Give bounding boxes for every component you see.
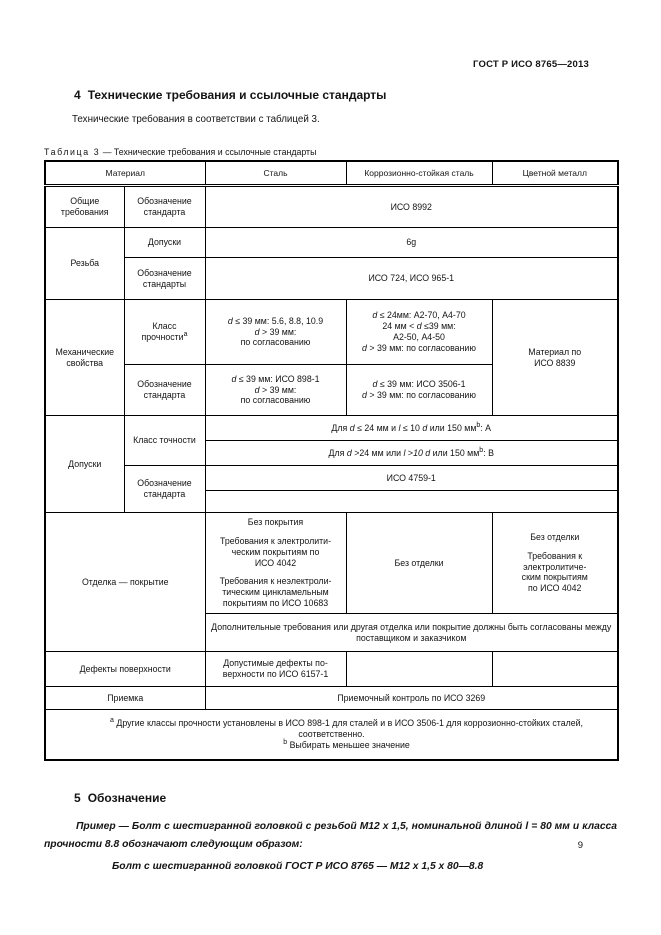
cell-tol-std-empty [205, 491, 618, 513]
table-row [45, 416, 618, 441]
cell-defects-nonferrous-empty [492, 652, 618, 687]
table-footnotes [45, 710, 618, 761]
cell-mech-class-steel: d ≤ 39 мм: 5.6, 8.8, 10.9 d > 39 мм: по согласованию [205, 300, 346, 365]
table-row [45, 186, 618, 228]
finish-nonferrous-p1: Без отделки [530, 531, 580, 542]
row-sublabel-thread-tol: Допуски [124, 228, 205, 258]
cell-tol-std-value: ИСО 4759-1 [205, 466, 618, 491]
row-label-mechanical: Механические свойства [45, 300, 124, 416]
table-caption-text: — Технические требования и ссылочные стандарты [102, 147, 317, 157]
cell-finish-additional: Дополнительные требования или другая отделка или покрытие должны быть согласованы между поставщиком и заказчиком [205, 614, 618, 652]
cell-mech-std-stainless: d ≤ 39 мм: ИСО 3506-1 d > 39 мм: по согласованию [346, 365, 492, 416]
row-label-thread: Резьба [45, 228, 124, 300]
section-4-heading [74, 88, 617, 102]
cell-finish-nonferrous [492, 513, 618, 614]
row-sublabel-general-std: Обозначение стандарта [124, 186, 205, 228]
col-header-steel: Сталь [205, 161, 346, 186]
footnote-b: $^b$ Выбирать меньшее значение [283, 739, 410, 751]
cell-defects-steel: Допустимые дефекты по- верхности по ИСО 6157-1 [205, 652, 346, 687]
cell-defects-stainless-empty [346, 652, 492, 687]
cell-thread-tol-value: 6g [205, 228, 618, 258]
finish-steel-p1: Без покрытия [247, 516, 304, 527]
row-label-general: Общие требования [45, 186, 124, 228]
row-sublabel-thread-std: Обозначение стандарты [124, 258, 205, 300]
table-caption [44, 147, 617, 157]
page-number: 9 [577, 840, 583, 851]
cell-thread-std-value: ИСО 724, ИСО 965-1 [205, 258, 618, 300]
col-header-material: Материал [45, 161, 205, 186]
finish-nonferrous-p2: Требования к электролитиче- ским покрытиям по ИСО 4042 [521, 550, 588, 594]
cell-mech-class-stainless: d ≤ 24мм: А2-70, А4-70 24 мм < d ≤39 мм: А2-50, А4-50 d > 39 мм: по согласованию [346, 300, 492, 365]
section-5-heading [74, 791, 617, 805]
row-label-defects: Дефекты поверхности [45, 652, 205, 687]
cell-tol-class-a: Для d ≤ 24 мм и l ≤ 10 d или 150 $мм^b$: А [205, 416, 618, 441]
table-caption-label: Таблица 3 [44, 147, 101, 157]
cell-finish-stainless: Без отделки [346, 513, 492, 614]
col-header-stainless: Коррозионно-стойкая сталь [346, 161, 492, 186]
finish-steel-p2: Требования к электролити- ческим покрытиям по ИСО 4042 [219, 535, 332, 568]
standard-number-header: ГОСТ Р ИСО 8765—2013 [473, 59, 589, 70]
section-4-title: Технические требования и ссылочные стандарты [87, 88, 387, 102]
page-content [44, 88, 617, 872]
row-sublabel-tol-std: Обозначение стандарта [124, 466, 205, 513]
row-label-finish: Отделка — покрытие [45, 513, 205, 652]
designation-example-line: Болт с шестигранной головкой ГОСТ Р ИСО 8765 — М12 х 1,5 х 80—8.8 [112, 861, 484, 873]
footnote-a: $^а$ Другие классы прочности установлены в ИСО 898-1 для сталей и в ИСО 3506-1 для коррозионно-стойких сталей, соответственно. [110, 716, 583, 739]
table-row [45, 466, 618, 491]
section-5-title: Обозначение [87, 791, 167, 805]
section-5-number: 5 [74, 791, 81, 805]
table-row [45, 258, 618, 300]
row-sublabel-mech-std: Обозначение стандарта [124, 365, 205, 416]
cell-mech-std-steel: d ≤ 39 мм: ИСО 898-1 d > 39 мм: по согласованию [205, 365, 346, 416]
row-label-tolerances: Допуски [45, 416, 124, 513]
row-sublabel-tol-class: Класс точности [124, 416, 205, 466]
cell-mech-nonferrous: Материал по ИСО 8839 [492, 300, 618, 416]
section-4-number: 4 [74, 88, 81, 102]
table-row [45, 687, 618, 710]
cell-general-std-value: ИСО 8992 [205, 186, 618, 228]
requirements-table [44, 160, 619, 761]
example-intro-paragraph: Пример — Болт с шестигранной головкой с резьбой М12 х 1,5, номинальной длиной l = 80 мм и класса прочности 8.8 обозначают следующим образом: [44, 821, 618, 851]
intro-paragraph: Технические требования в соответствии с таблицей 3. [72, 114, 320, 125]
table-footnote-row [45, 710, 618, 761]
cell-finish-steel [205, 513, 346, 614]
col-header-nonferrous: Цветной металл [492, 161, 618, 186]
table-row [45, 513, 618, 614]
row-sublabel-mech-class: Класс прочности$^а$ [124, 300, 205, 365]
row-label-acceptance: Приемка [45, 687, 205, 710]
table-header-row [45, 161, 618, 186]
cell-tol-class-b: Для d >24 мм или l >10 d или 150 $мм^b$: В [205, 441, 618, 466]
table-row [45, 300, 618, 365]
table-row [45, 652, 618, 687]
table-row [45, 228, 618, 258]
finish-steel-p3: Требования к неэлектроли- тическим цинкламельным покрытиям по ИСО 10683 [219, 576, 332, 609]
cell-acceptance-value: Приемочный контроль по ИСО 3269 [205, 687, 618, 710]
